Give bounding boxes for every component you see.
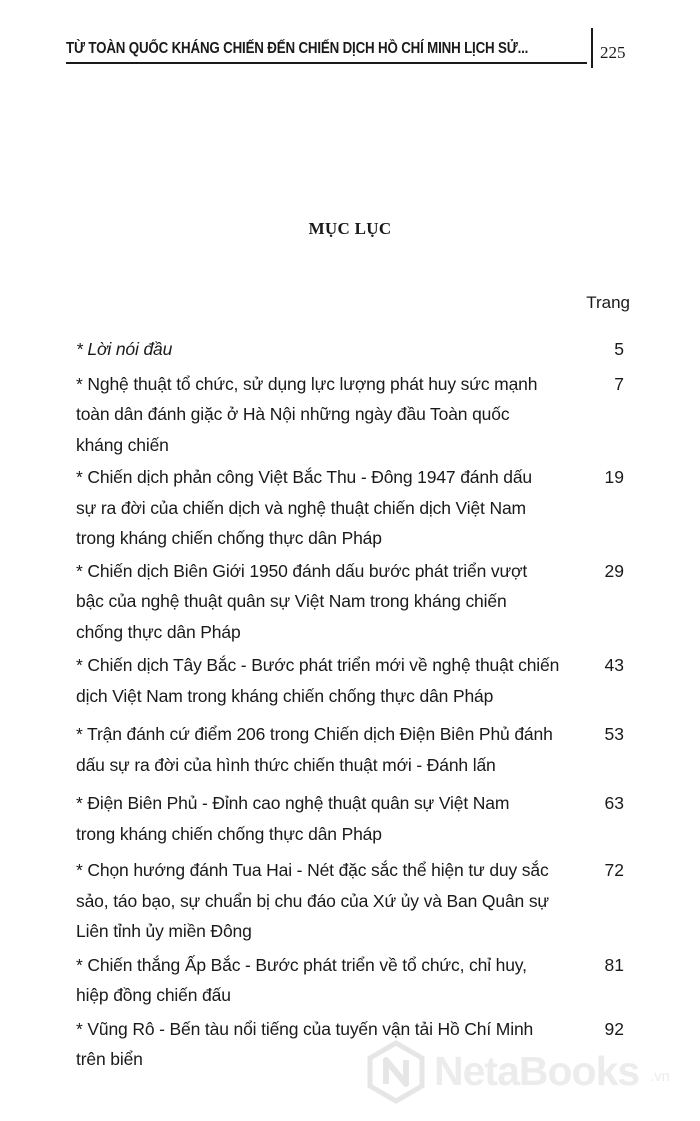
toc-entry-page: 72 <box>604 860 624 880</box>
watermark-brand: NetaBooks <box>434 1048 640 1094</box>
toc-entry-title <box>76 950 576 1011</box>
toc-entry-page: 43 <box>604 655 624 675</box>
toc-entry-page: 19 <box>604 467 624 487</box>
toc-entry-title <box>76 556 576 648</box>
toc-entry-page: 7 <box>614 373 624 394</box>
toc-entry-line: dịch Việt Nam trong kháng chiến chống thực dân Pháp <box>76 685 494 706</box>
header-rule <box>66 62 587 64</box>
watermark-domain: .vn <box>650 1068 671 1085</box>
toc-entry-line: bậc của nghệ thuật quân sự Việt Nam trong kháng chiến <box>76 591 507 611</box>
toc-entry-title <box>76 334 576 365</box>
toc-entry-line: * Chiến dịch Tây Bắc - Bước phát triển mới về nghệ thuật chiến <box>76 655 560 675</box>
toc-entry-line: kháng chiến <box>76 434 169 455</box>
page-header <box>0 0 700 80</box>
toc-entry-page: 29 <box>604 560 624 581</box>
toc-entry-line: trong kháng chiến chống thực dân Pháp <box>76 823 382 844</box>
toc-entry-line: trong kháng chiến chống thực dân Pháp <box>76 528 382 548</box>
toc-entry-line: chống thực dân Pháp <box>76 621 241 642</box>
toc-entry <box>76 719 624 780</box>
toc-entry-title <box>76 369 576 461</box>
toc-entry-line: * Điện Biên Phủ - Đỉnh cao nghệ thuật quân sự Việt Nam <box>76 793 510 813</box>
toc-entry-page: 5 <box>614 339 624 359</box>
toc-entry-line: * Vũng Rô - Bến tàu nổi tiếng của tuyến vận tải Hồ Chí Minh <box>76 1018 534 1039</box>
toc-entry-line: sự ra đời của chiến dịch và nghệ thuật chiến dịch Việt Nam <box>76 497 526 518</box>
toc-entry <box>76 650 624 711</box>
toc-entry-line: * Chọn hướng đánh Tua Hai - Nét đặc sắc thể hiện tư duy sắc <box>76 860 549 880</box>
toc-list <box>76 334 624 1075</box>
toc-entry-line: trên biển <box>76 1049 143 1069</box>
toc-entry-line: * Chiến dịch Biên Giới 1950 đánh dấu bước phát triển vượt <box>76 560 528 581</box>
header-divider <box>591 28 593 68</box>
toc-entry-line: * Nghệ thuật tổ chức, sử dụng lực lượng phát huy sức mạnh <box>76 373 538 394</box>
toc-entry <box>76 556 624 648</box>
toc-entry-page: 63 <box>604 793 624 813</box>
toc-entry-title <box>76 719 576 780</box>
toc-entry-line: * Chiến thắng Ấp Bắc - Bước phát triển về tổ chức, chỉ huy, <box>76 954 527 975</box>
toc-entry-line: Liên tỉnh ủy miền Đông <box>76 921 252 941</box>
toc-entry <box>76 855 624 947</box>
toc-entry-line: dấu sự ra đời của hình thức chiến thuật mới - Đánh lấn <box>76 754 496 775</box>
toc-entry-title <box>76 650 576 711</box>
toc-entry <box>76 369 624 461</box>
page-column-label: Trang <box>586 293 630 312</box>
running-title: TỪ TOÀN QUỐC KHÁNG CHIẾN ĐẾN CHIẾN DỊCH HỒ CHÍ MINH LỊCH SỬ... <box>66 40 529 57</box>
toc-entry-line: hiệp đồng chiến đấu <box>76 985 231 1005</box>
toc-entry-page: 81 <box>604 954 624 975</box>
toc-entry-line: * Trận đánh cứ điểm 206 trong Chiến dịch Điện Biên Phủ đánh <box>76 724 553 744</box>
toc-entry-title <box>76 855 576 947</box>
toc-entry-line: * Lời nói đầu <box>76 339 173 359</box>
toc-entry <box>76 950 624 1011</box>
watermark-logo-icon <box>364 1040 428 1104</box>
toc-entry-line: sảo, táo bạo, sự chuẩn bị chu đáo của Xứ ủy và Ban Quân sự <box>76 890 549 911</box>
page-number: 225 <box>600 43 626 62</box>
toc-heading: MỤC LỤC <box>308 219 392 238</box>
toc-entry-line: * Chiến dịch phản công Việt Bắc Thu - Đông 1947 đánh dấu <box>76 467 533 487</box>
toc-entry <box>76 334 624 365</box>
watermark <box>364 1040 694 1110</box>
toc-entry-page: 92 <box>604 1018 624 1039</box>
toc-entry <box>76 462 624 554</box>
toc-entry <box>76 788 624 849</box>
toc-entry-title <box>76 462 576 554</box>
toc-entry-page: 53 <box>604 724 624 744</box>
toc-entry-line: toàn dân đánh giặc ở Hà Nội những ngày đầu Toàn quốc <box>76 404 510 424</box>
toc-entry-title <box>76 788 576 849</box>
